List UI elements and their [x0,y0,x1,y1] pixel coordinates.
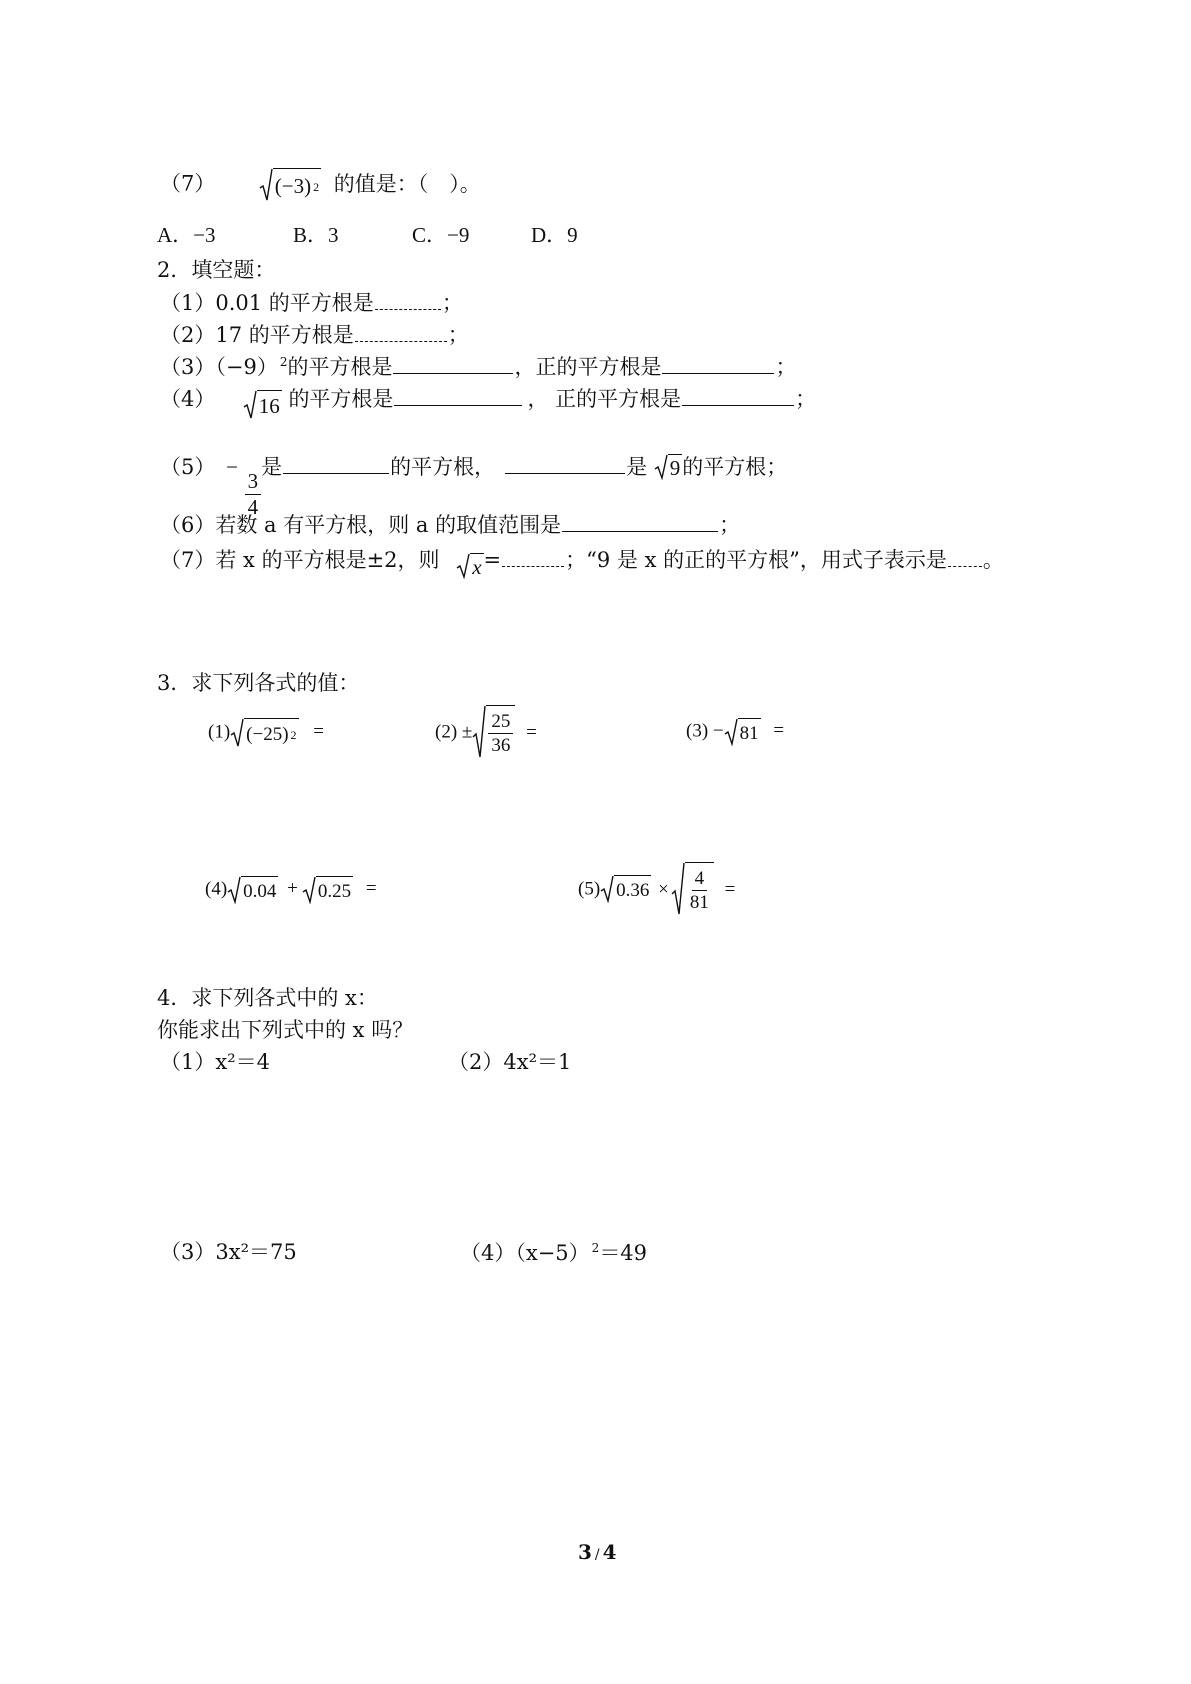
section4-subtitle: 你能求出下列式中的 x 吗？ [157,1018,414,1042]
answer-blank[interactable] [394,388,522,406]
expr-1: (1) (−25) 2 = [208,718,324,748]
problem-4: （4）（x−5） $^2$＝49 [460,1241,648,1265]
sqrt-x: x [456,553,483,579]
q7-option-c[interactable]: C．−9 [412,223,470,247]
q7-line [160,168,481,202]
answer-blank[interactable] [505,456,625,474]
radical-icon [259,168,273,202]
fill-item-3: （3）（−9） $^2$的平方根是 ，正的平方根是 ； [160,355,797,379]
section3-title: 3．求下列各式的值： [157,671,360,695]
sqrt-0-25: 0.25 [302,876,353,904]
fill-item-1: （1）0.01 的平方根是 ； [160,291,463,315]
sqrt-25-36: $\frac{25}{36}$ [472,705,515,759]
radical-icon [302,876,316,904]
answer-blank[interactable] [283,456,389,474]
answer-blank[interactable] [393,356,513,374]
sqrt-16: 16 [243,390,282,420]
problem-3: （3）3x²＝75 [160,1240,297,1264]
sqrt-0-36: 0.36 [600,875,651,903]
q7-text: 的值是：（ ）。 [333,171,481,196]
problem-1: （1）x²＝4 [160,1050,270,1074]
problem-2: （2）4x²＝1 [448,1050,572,1074]
answer-blank[interactable] [502,549,564,567]
expr-2: (2) ± $\frac{25}{36}$ = [435,705,537,759]
radical-icon [472,705,486,759]
q7-exponent: 2 [313,179,320,194]
fill-item-4: （4） 16 的平方根是 ， 正的平方根是 ； [160,387,817,418]
answer-blank[interactable] [562,514,718,532]
answer-blank[interactable] [682,388,794,406]
answer-blank[interactable] [375,292,441,310]
fill-item-7: （7）若 x 的平方根是±2，则 x = ；“9 是 x 的正的平方根”，用式子表示是 。 [160,548,1004,579]
section2-title: 2．填空题： [157,258,276,282]
fraction-3-4: $\frac{3}{4}$ [245,471,262,518]
radical-icon [243,390,257,420]
radical-icon [600,875,614,903]
radical-icon [724,718,738,746]
q7-options [157,225,578,246]
fill-item-6: （6）若数 a 有平方根，则 a 的取值范围是 ； [160,513,741,537]
q7-radicand: (−3) [274,174,312,198]
section4-title: 4．求下列各式中的 x： [157,986,378,1010]
sqrt-4-81: $\frac{4}{81}$ [671,862,714,916]
answer-blank[interactable] [662,356,774,374]
sqrt-0-04: 0.04 [227,876,278,904]
fill-item-2: （2）17 的平方根是 ； [160,323,469,347]
fill-item-5: （5） − $\frac{3}{4}$ 是 的平方根， 是 9 的平方根； [160,455,788,519]
sqrt-neg25-sq: (−25) 2 [230,718,298,748]
q7-option-b[interactable]: B．3 [293,223,339,247]
radical-icon [230,718,244,748]
radical-icon [654,454,668,480]
radical-icon [227,876,241,904]
q7-option-a[interactable]: A．−3 [157,223,216,247]
page-number: 3 / 4 [578,1540,617,1564]
q7-option-d[interactable]: D．9 [531,223,578,247]
expr-5: (5) 0.36 × $\frac{4}{81}$ = [578,862,735,916]
q7-number: （7） [160,171,216,196]
radical-icon [671,862,685,916]
sqrt-81: 81 [724,718,761,746]
sqrt-9: 9 [654,454,683,480]
expr-3: (3) − 81 = [686,718,784,746]
answer-blank[interactable] [948,549,982,567]
answer-blank[interactable] [355,324,447,342]
radical-icon [456,553,470,579]
q7-sqrt [259,168,321,202]
expr-4: (4) 0.04 + 0.25 = [205,876,377,904]
